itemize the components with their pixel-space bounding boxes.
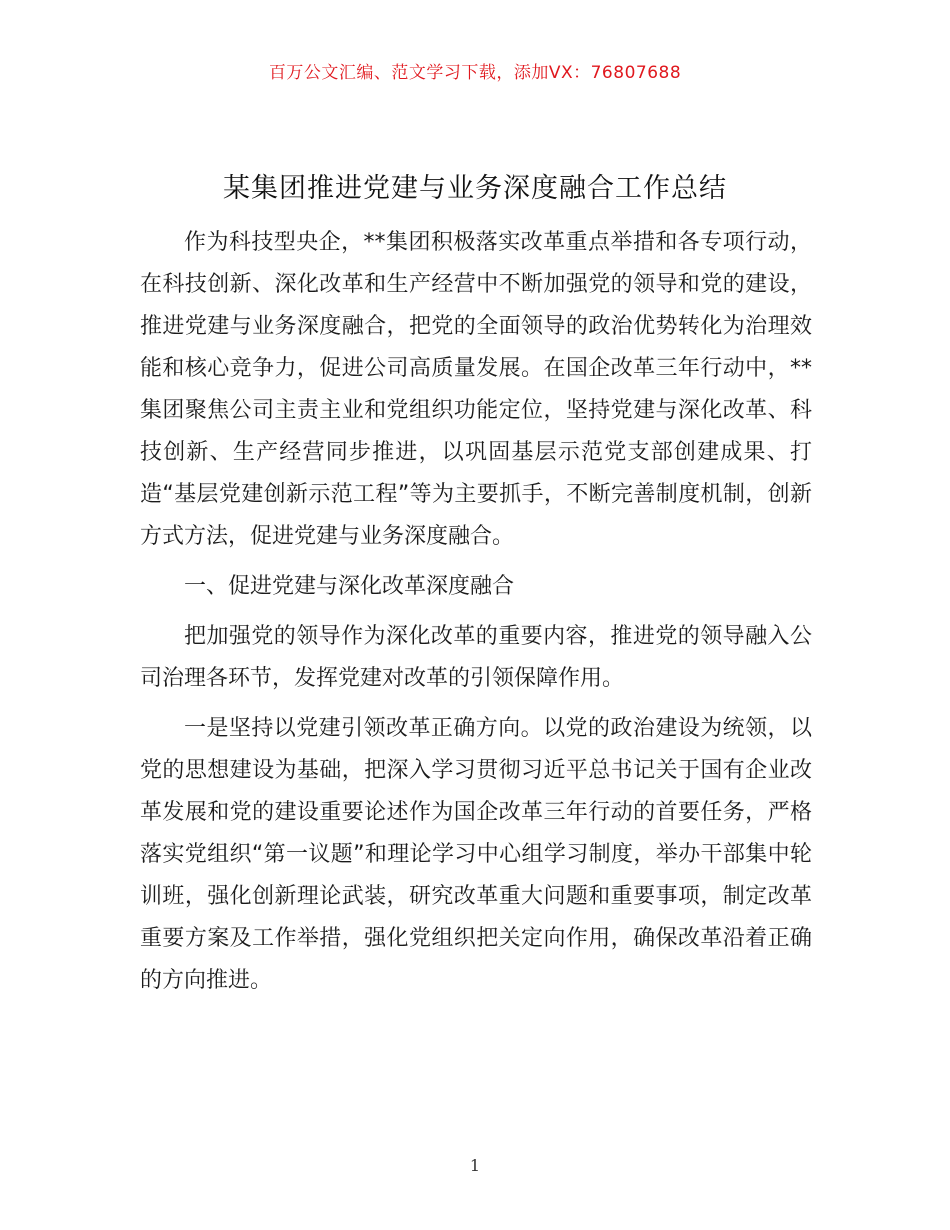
section-heading-1: 一、促进党建与深化改革深度融合 — [184, 574, 515, 599]
document-body — [140, 222, 812, 1002]
paragraph-section-1-summary: 把加强党的领导作为深化改革的重要内容，推进党的领导融入公司治理各环节，发挥党建对改革的引领保障作用。 — [140, 624, 812, 691]
page-number: 1 — [469, 1156, 481, 1175]
header-note: 百万公文汇编、范文学习下载，添加VX：76807688 — [268, 63, 682, 83]
document-title: 某集团推进党建与业务深度融合工作总结 — [223, 173, 727, 204]
paragraph-intro: 作为科技型央企，**集团积极落实改革重点举措和各专项行动，在科技创新、深化改革和生产经营中不断加强党的领导和党的建设，推进党建与业务深度融合，把党的全面领导的政治优势转化为治理效能和核心竞争力，促进公司高质量发展。在国企改革三年行动中，**集团聚焦公司主责主业和党组织功能定位，坚持党建与深化改革、科技创新、生产经营同步推进，以巩固基层示范党支部创建成果、打造“基层党建创新示范工程”等为主要抓手，不断完善制度机制，创新方式方法，促进党建与业务深度融合。 — [140, 230, 812, 549]
paragraph-point-1: 一是坚持以党建引领改革正确方向。以党的政治建设为统领，以党的思想建设为基础，把深入学习贯彻习近平总书记关于国有企业改革发展和党的建设重要论述作为国企改革三年行动的首要任务，严格落实党组织“第一议题”和理论学习中心组学习制度，举办干部集中轮训班，强化创新理论武装，研究改革重大问题和重要事项，制定改革重要方案及工作举措，强化党组织把关定向作用，确保改革沿着正确的方向推进。 — [140, 716, 812, 993]
